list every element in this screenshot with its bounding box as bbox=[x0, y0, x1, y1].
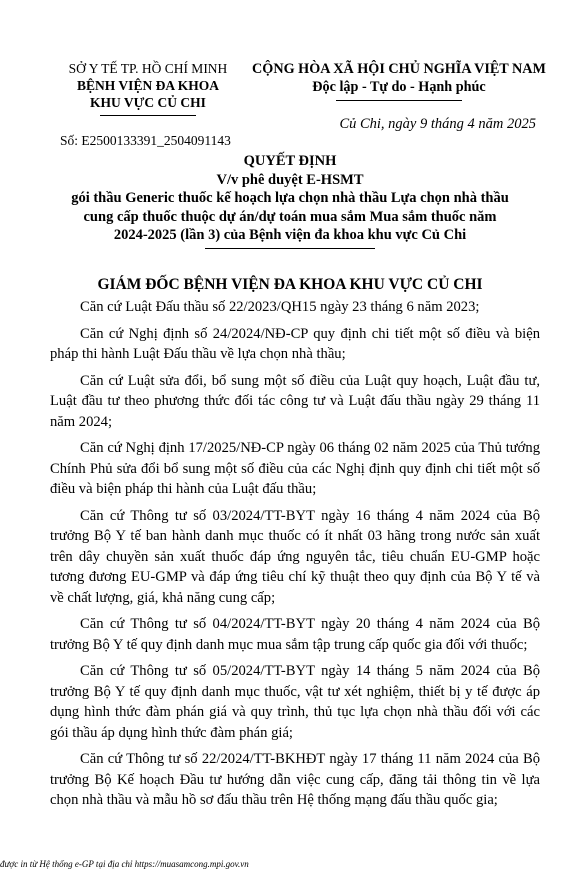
title-underline bbox=[205, 248, 375, 249]
country-name: CỘNG HÒA XÃ HỘI CHỦ NGHĨA VIỆT NAM bbox=[252, 61, 546, 77]
parent-agency: SỞ Y TẾ TP. HỒ CHÍ MINH bbox=[68, 61, 228, 76]
agency-name-line1: BỆNH VIỆN ĐA KHOA bbox=[77, 78, 219, 93]
legal-basis-paragraph: Căn cứ Thông tư số 22/2024/TT-BKHĐT ngày 17 tháng 11 năm 2024 của Bộ trưởng Bộ Kế hoạch Đầu tư hướng dẫn việc cung cấp, đăng tải thông tin về lựa chọn nhà thầu và mẫu hồ sơ đấu thầu trên Hệ thống mạng đấu thầu quốc gia; bbox=[50, 751, 540, 808]
document-number: Số: E2500133391_2504091143 bbox=[60, 133, 231, 148]
legal-basis-paragraph: Căn cứ Thông tư số 03/2024/TT-BYT ngày 16 tháng 4 năm 2024 của Bộ trưởng Bộ Y tế ban hành danh mục thuốc có ít nhất 03 hãng trong nước sản xuất trên dây chuyền sản xuất thuốc đáp ứng nguyên tắc, tiêu chuẩn EU-GMP hoặc tương đương EU-GMP và đáp ứng tiêu chí kỹ thuật theo quy định của Bộ Y tế và về chất lượng, giá, khả năng cung cấp; bbox=[50, 507, 540, 606]
title-line2: V/v phê duyệt E-HSMT bbox=[216, 171, 364, 188]
title-line4: cung cấp thuốc thuộc dự án/dự toán mua sắm Mua sắm thuốc năm bbox=[83, 208, 497, 225]
authority-heading: GIÁM ĐỐC BỆNH VIỆN ĐA KHOA KHU VỰC CỦ CHI bbox=[97, 276, 483, 293]
title-line5: 2024-2025 (lần 3) của Bệnh viện đa khoa khu vực Củ Chi bbox=[113, 227, 467, 243]
agency-name-line2: KHU VỰC CỦ CHI bbox=[90, 95, 206, 110]
title-line1: QUYẾT ĐỊNH bbox=[243, 153, 337, 169]
legal-basis-paragraph: Căn cứ Thông tư số 04/2024/TT-BYT ngày 20 tháng 4 năm 2024 của Bộ trưởng Bộ Y tế quy định danh mục mua sắm tập trung cấp quốc gia đối với thuốc; bbox=[50, 616, 540, 653]
title-line3: gói thầu Generic thuốc kế hoạch lựa chọn nhà thầu Lựa chọn nhà thầu bbox=[71, 190, 509, 206]
date-line: Củ Chi, ngày 9 tháng 4 năm 2025 bbox=[339, 116, 536, 132]
print-source-footer: được in từ Hệ thống e-GP tại địa chỉ https://muasamcong.mpi.gov.vn bbox=[0, 859, 249, 869]
legal-basis-section bbox=[50, 297, 540, 817]
legal-basis-paragraph: Căn cứ Nghị định số 24/2024/NĐ-CP quy định chi tiết một số điều và biện pháp thi hành Luật Đấu thầu về lựa chọn nhà thầu; bbox=[50, 325, 540, 362]
motto-underline bbox=[336, 100, 462, 101]
national-motto-block bbox=[246, 60, 552, 101]
decision-title bbox=[40, 152, 540, 249]
legal-basis-paragraph: Căn cứ Luật Đấu thầu số 22/2023/QH15 ngày 23 tháng 6 năm 2023; bbox=[80, 299, 480, 315]
national-motto: Độc lập - Tự do - Hạnh phúc bbox=[312, 79, 486, 95]
issuing-agency-block bbox=[48, 60, 248, 116]
legal-basis-paragraph: Căn cứ Thông tư số 05/2024/TT-BYT ngày 14 tháng 5 năm 2024 của Bộ trưởng Bộ Y tế quy định danh mục thuốc, vật tư xét nghiệm, thiết bị y tế được áp dụng hình thức đàm phán giá và quy trình, thủ tục lựa chọn nhà thầu đối với các gói thầu áp dụng hình thức đàm phán giá; bbox=[50, 663, 540, 741]
legal-basis-paragraph: Căn cứ Luật sửa đổi, bổ sung một số điều của Luật quy hoạch, Luật đầu tư, Luật đầu tư theo phương thức đối tác công tư và Luật đấu thầu ngày 29 tháng 11 năm 2024; bbox=[50, 372, 540, 430]
legal-basis-paragraph: Căn cứ Nghị định 17/2025/NĐ-CP ngày 06 tháng 02 năm 2025 của Thủ tướng Chính Phủ sửa đổi bổ sung một số điều của các Nghị định quy định chi tiết một số điều và biện pháp thi hành của Luật đấu thầu; bbox=[50, 440, 540, 497]
agency-underline bbox=[100, 115, 196, 116]
